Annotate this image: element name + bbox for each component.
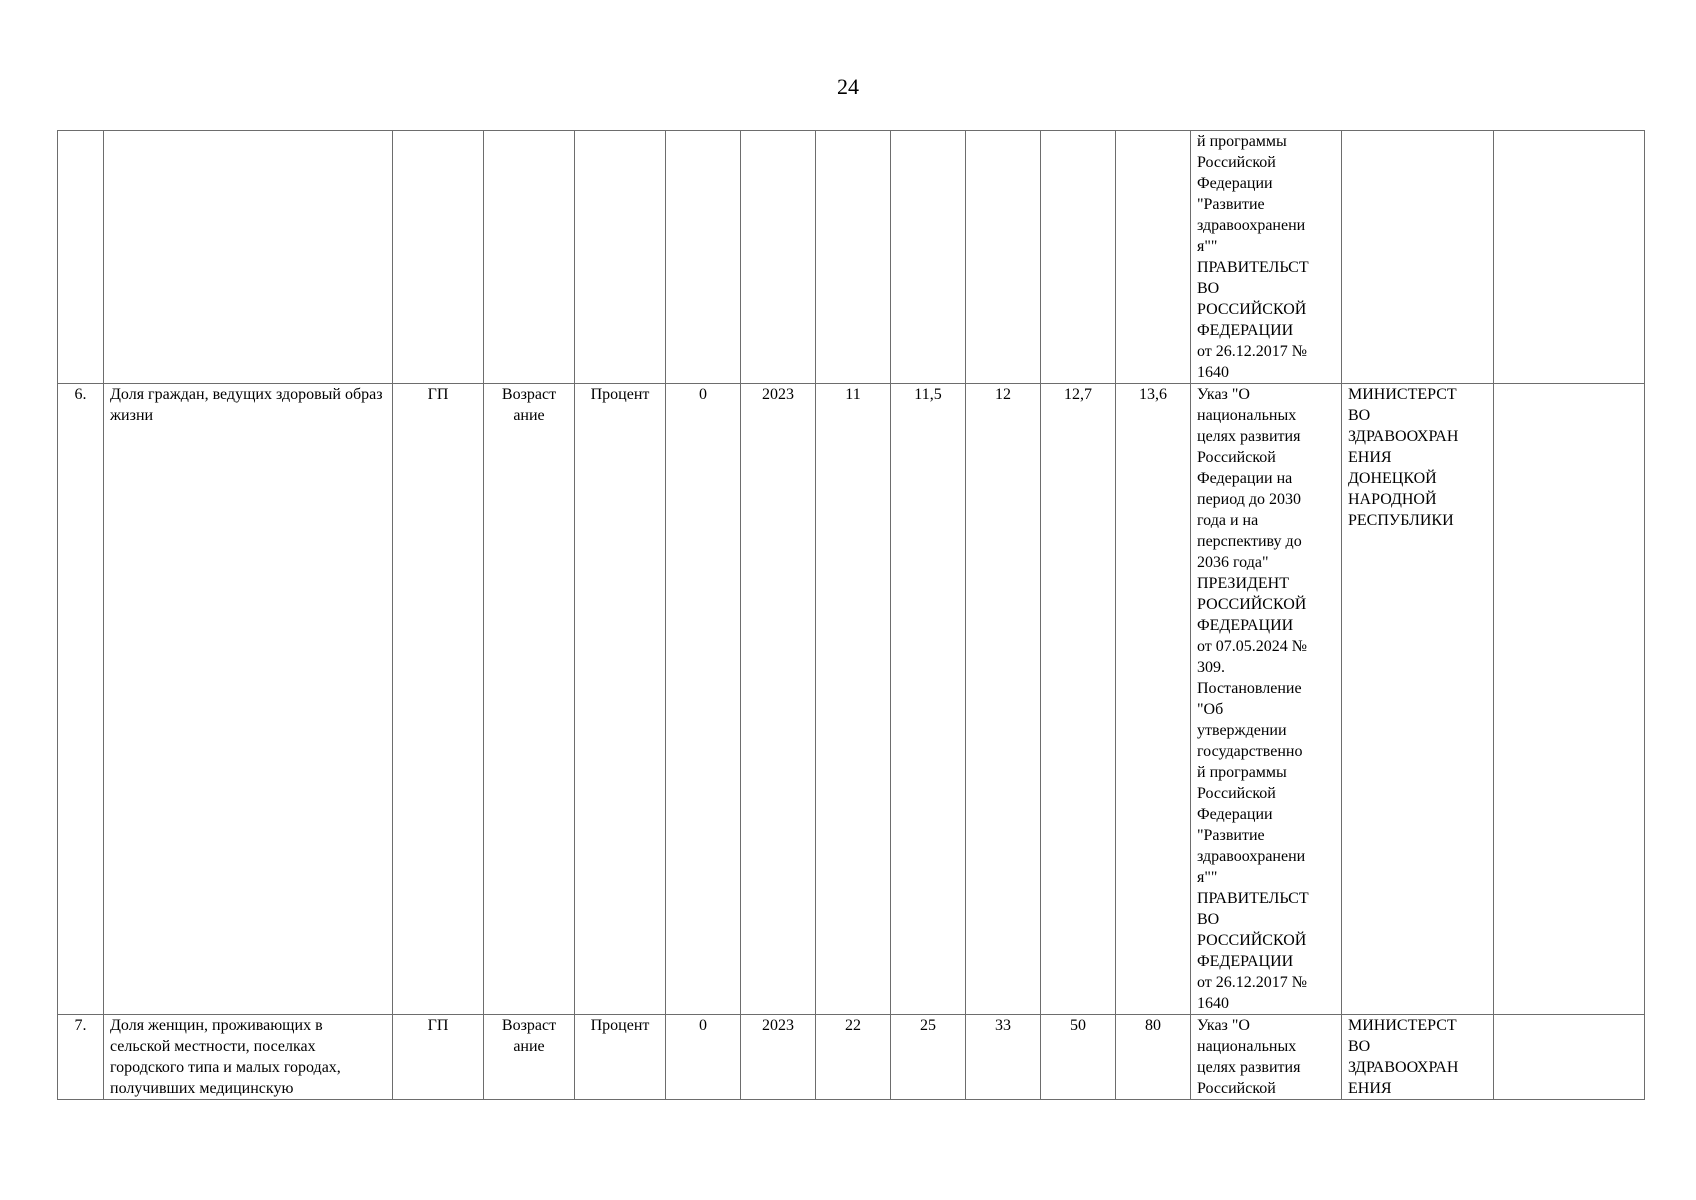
value-2 bbox=[891, 131, 966, 384]
value-3 bbox=[966, 131, 1041, 384]
indicator-trend: Возраст ание bbox=[484, 1015, 575, 1100]
extra-cell bbox=[1494, 384, 1645, 1015]
row-number: 6. bbox=[58, 384, 104, 1015]
value-1 bbox=[816, 131, 891, 384]
indicator-name: Доля граждан, ведущих здоровый образ жизни bbox=[104, 384, 393, 1015]
extra-cell bbox=[1494, 1015, 1645, 1100]
indicator-unit bbox=[575, 131, 666, 384]
row-number: 7. bbox=[58, 1015, 104, 1100]
value-4 bbox=[1041, 131, 1116, 384]
value-5 bbox=[1116, 131, 1191, 384]
value-2: 11,5 bbox=[891, 384, 966, 1015]
base-value: 0 bbox=[666, 1015, 741, 1100]
legal-basis: й программы Российской Федерации "Развитие здравоохранени я"" ПРАВИТЕЛЬСТ ВО РОССИЙСКОЙ ФЕДЕРАЦИИ от 26.12.2017 № 1640 bbox=[1191, 131, 1342, 384]
indicator-unit: Процент bbox=[575, 1015, 666, 1100]
indicator-level: ГП bbox=[393, 1015, 484, 1100]
table-row bbox=[58, 131, 1645, 384]
responsible-body bbox=[1342, 131, 1494, 384]
table-row bbox=[58, 384, 1645, 1015]
base-year: 2023 bbox=[741, 1015, 816, 1100]
base-value: 0 bbox=[666, 384, 741, 1015]
value-2: 25 bbox=[891, 1015, 966, 1100]
indicator-level bbox=[393, 131, 484, 384]
indicator-name: Доля женщин, проживающих в сельской местности, поселках городского типа и малых городах, получивших медицинскую bbox=[104, 1015, 393, 1100]
value-5: 13,6 bbox=[1116, 384, 1191, 1015]
row-number bbox=[58, 131, 104, 384]
legal-basis: Указ "О национальных целях развития Российской bbox=[1191, 1015, 1342, 1100]
value-4: 12,7 bbox=[1041, 384, 1116, 1015]
value-3: 33 bbox=[966, 1015, 1041, 1100]
page-number: 24 bbox=[837, 74, 859, 99]
value-5: 80 bbox=[1116, 1015, 1191, 1100]
base-year: 2023 bbox=[741, 384, 816, 1015]
value-4: 50 bbox=[1041, 1015, 1116, 1100]
base-value bbox=[666, 131, 741, 384]
legal-basis: Указ "О национальных целях развития Российской Федерации на период до 2030 года и на перспективу до 2036 года" ПРЕЗИДЕНТ РОССИЙСКОЙ ФЕДЕРАЦИИ от 07.05.2024 № 309. Постановление "Об утверждении государственно й программы Российской Федерации "Развитие здравоохранени я"" ПРАВИТЕЛЬСТ ВО РОССИЙСКОЙ ФЕДЕРАЦИИ от 26.12.2017 № 1640 bbox=[1191, 384, 1342, 1015]
table-row bbox=[58, 1015, 1645, 1100]
responsible-body: МИНИСТЕРСТ ВО ЗДРАВООХРАН ЕНИЯ bbox=[1342, 1015, 1494, 1100]
responsible-body: МИНИСТЕРСТ ВО ЗДРАВООХРАН ЕНИЯ ДОНЕЦКОЙ НАРОДНОЙ РЕСПУБЛИКИ bbox=[1342, 384, 1494, 1015]
indicator-name bbox=[104, 131, 393, 384]
extra-cell bbox=[1494, 131, 1645, 384]
indicator-trend bbox=[484, 131, 575, 384]
indicator-trend: Возраст ание bbox=[484, 384, 575, 1015]
indicators-table bbox=[57, 130, 1645, 1100]
value-1: 22 bbox=[816, 1015, 891, 1100]
indicator-level: ГП bbox=[393, 384, 484, 1015]
value-3: 12 bbox=[966, 384, 1041, 1015]
value-1: 11 bbox=[816, 384, 891, 1015]
indicator-unit: Процент bbox=[575, 384, 666, 1015]
base-year bbox=[741, 131, 816, 384]
